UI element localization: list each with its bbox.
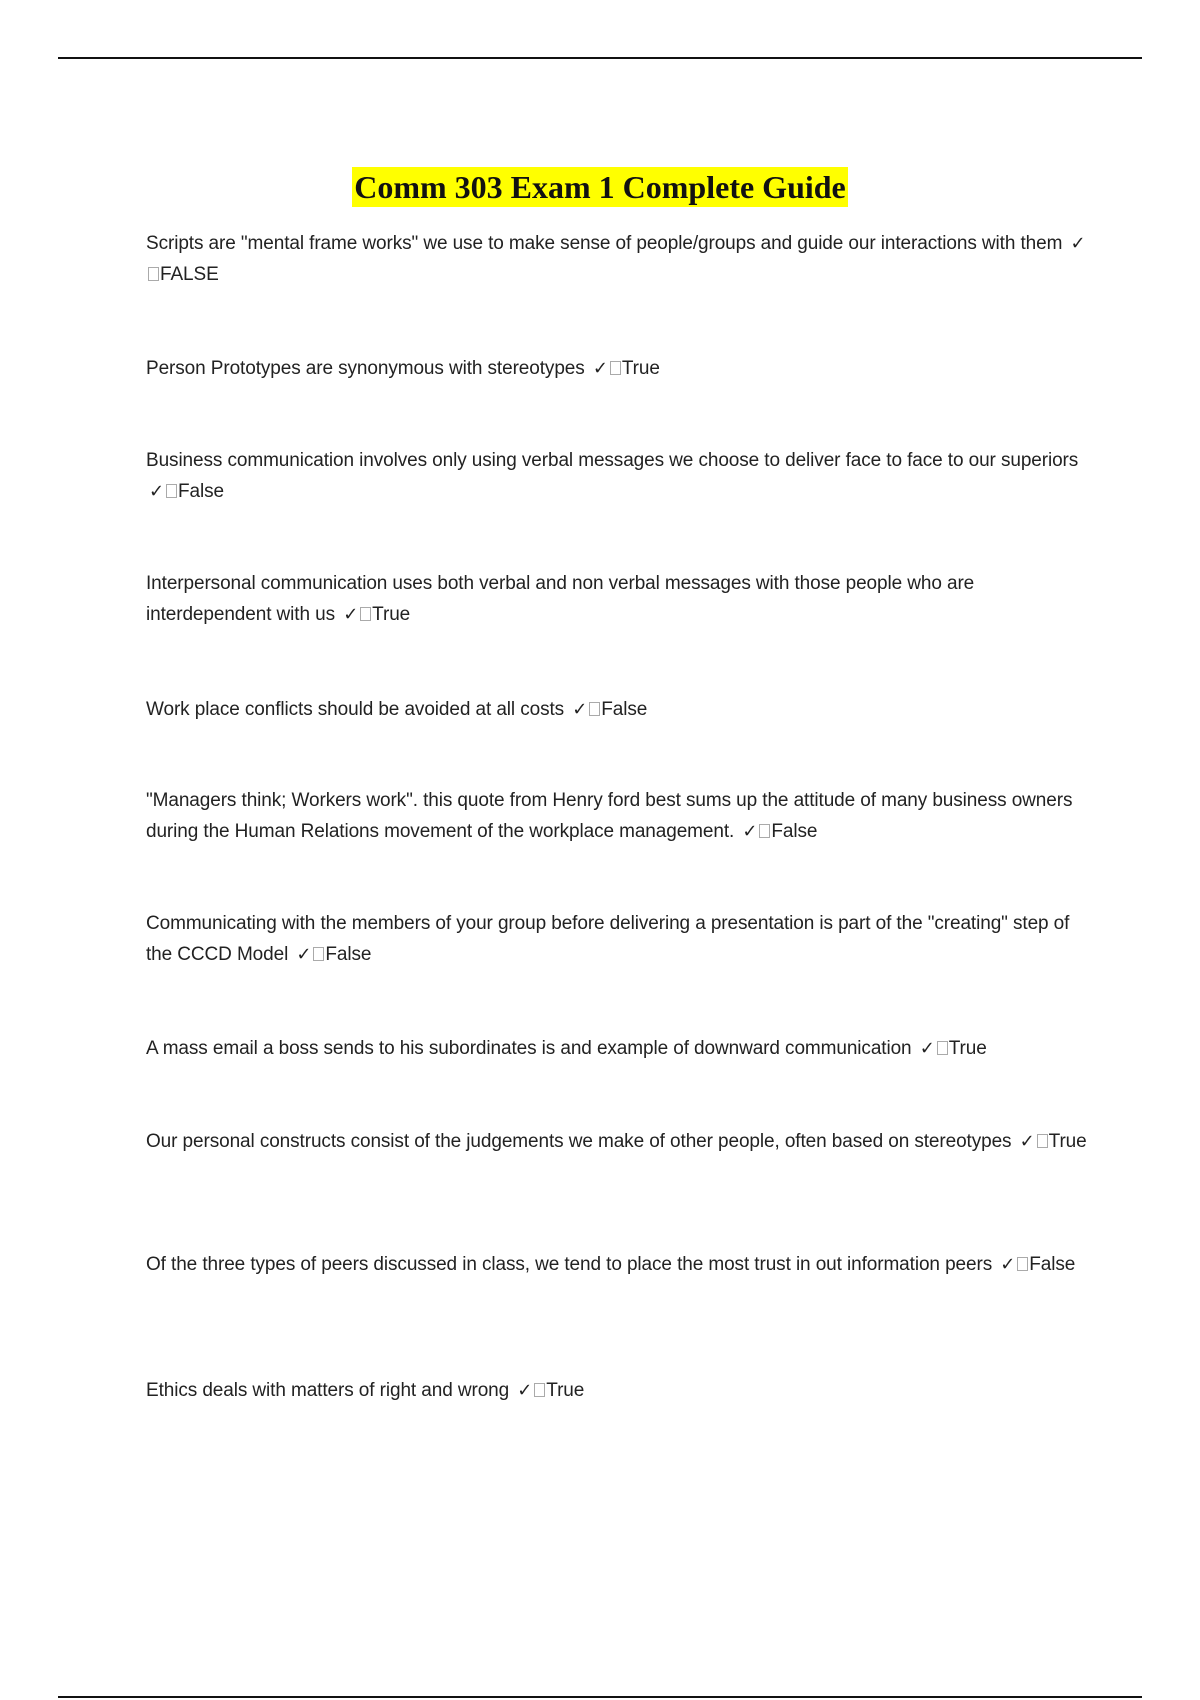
qa-item-1 xyxy=(146,228,1096,290)
qa-item-10 xyxy=(146,1249,1096,1280)
check-icon: ✓ xyxy=(1000,1254,1016,1275)
answer-text: False xyxy=(1029,1254,1076,1275)
checkbox-icon xyxy=(148,267,159,281)
title-container xyxy=(0,167,1200,207)
qa-item-3 xyxy=(146,445,1096,507)
checkbox-icon xyxy=(1037,1134,1048,1148)
question-text: A mass email a boss sends to his subordinates is and example of downward communication xyxy=(146,1038,912,1059)
question-text: "Managers think; Workers work". this quote from Henry ford best sums up the attitude of many business owners during the Human Relations movement of the workplace management. xyxy=(146,790,1073,842)
check-icon: ✓ xyxy=(343,604,359,625)
answer-text: True xyxy=(948,1038,987,1059)
question-text: Person Prototypes are synonymous with stereotypes xyxy=(146,358,585,379)
check-icon: ✓ xyxy=(919,1038,935,1059)
checkbox-icon xyxy=(1017,1257,1028,1271)
document-title: Comm 303 Exam 1 Complete Guide xyxy=(354,169,846,205)
question-text: Business communication involves only using verbal messages we choose to deliver face to face to our superiors xyxy=(146,450,1079,471)
qa-item-8 xyxy=(146,1033,1096,1064)
check-icon: ✓ xyxy=(517,1380,533,1401)
question-text: Work place conflicts should be avoided at all costs xyxy=(146,699,565,720)
answer-text: False xyxy=(177,481,224,502)
answer-text: True xyxy=(546,1380,585,1401)
answer-text: True xyxy=(621,358,660,379)
question-text: Communicating with the members of your group before delivering a presentation is part of the "creating" step of the CCCD Model xyxy=(146,913,1070,965)
qa-item-2 xyxy=(146,353,1096,384)
answer-text: FALSE xyxy=(160,264,219,285)
check-icon: ✓ xyxy=(742,821,758,842)
checkbox-icon xyxy=(313,947,324,961)
check-icon: ✓ xyxy=(572,699,588,720)
question-text: Ethics deals with matters of right and wrong xyxy=(146,1380,510,1401)
qa-item-4 xyxy=(146,568,1096,630)
check-icon: ✓ xyxy=(149,481,164,502)
checkbox-icon xyxy=(589,702,600,716)
qa-item-5 xyxy=(146,694,1096,725)
checkbox-icon xyxy=(360,607,371,621)
checkbox-icon xyxy=(166,484,177,498)
answer-text: True xyxy=(1048,1131,1087,1152)
footer-rule xyxy=(58,1696,1142,1698)
qa-item-6 xyxy=(146,785,1096,847)
question-text: Our personal constructs consist of the judgements we make of other people, often based on stereotypes xyxy=(146,1131,1012,1152)
qa-item-9 xyxy=(146,1126,1096,1157)
checkbox-icon xyxy=(534,1383,545,1397)
answer-text: False xyxy=(771,821,818,842)
question-text: Scripts are "mental frame works" we use to make sense of people/groups and guide our interactions with them xyxy=(146,233,1063,254)
answer-text: False xyxy=(601,699,648,720)
answer-text: True xyxy=(372,604,411,625)
checkbox-icon xyxy=(937,1041,948,1055)
check-icon: ✓ xyxy=(592,358,608,379)
check-icon: ✓ xyxy=(1070,233,1086,254)
question-text: Of the three types of peers discussed in class, we tend to place the most trust in out information peers xyxy=(146,1254,993,1275)
question-text: Interpersonal communication uses both verbal and non verbal messages with those people who are interdependent with us xyxy=(146,573,975,625)
answer-text: False xyxy=(325,944,372,965)
qa-item-11 xyxy=(146,1375,1096,1406)
header-rule xyxy=(58,57,1142,59)
checkbox-icon xyxy=(610,361,621,375)
qa-item-7 xyxy=(146,908,1096,970)
check-icon: ✓ xyxy=(296,944,312,965)
checkbox-icon xyxy=(759,824,770,838)
check-icon: ✓ xyxy=(1019,1131,1035,1152)
